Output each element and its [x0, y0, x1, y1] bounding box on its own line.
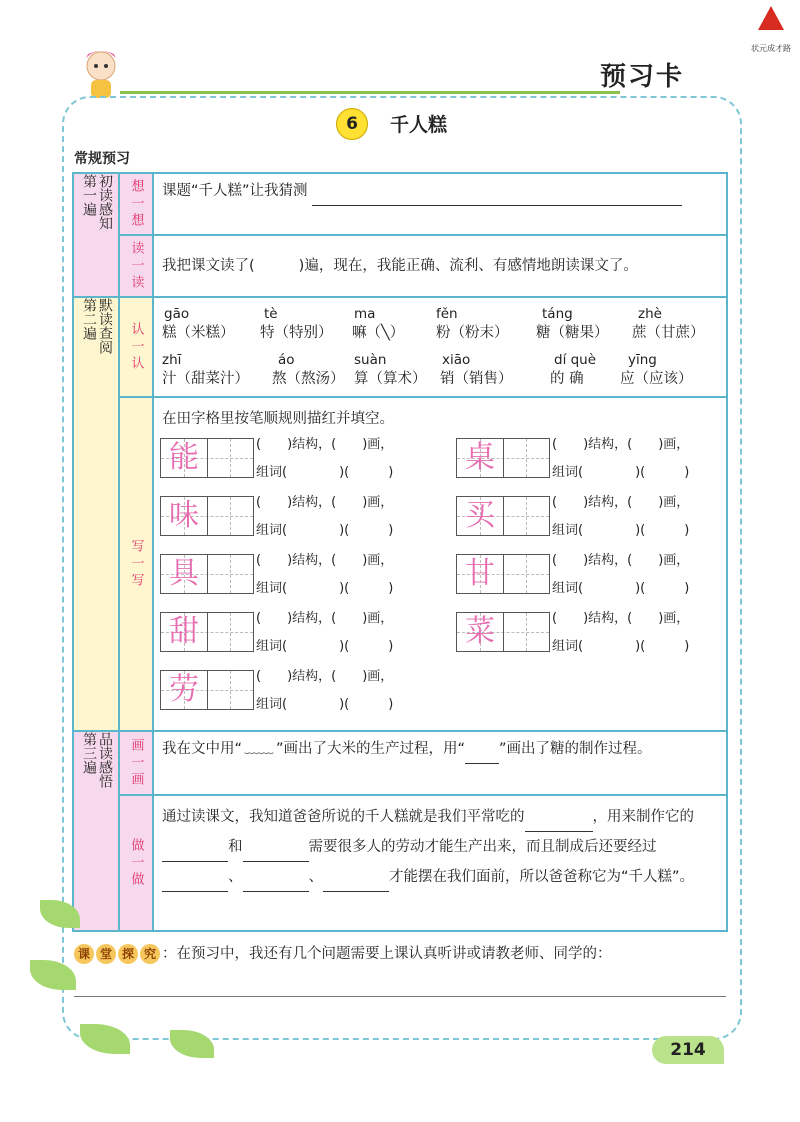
tianzige-grid[interactable]: [160, 438, 254, 478]
sep: 、: [308, 869, 323, 885]
word: 特（特别）: [260, 325, 333, 341]
straight-line-icon: [465, 745, 499, 764]
lesson-number: 6: [336, 108, 368, 140]
pinyin: yīng: [628, 352, 657, 368]
word-question[interactable]: 组词( )( ): [256, 523, 394, 538]
wavy-line-icon: ﹏﹏: [244, 741, 274, 757]
do-text-1: 通过读课文，我知道爸爸所说的千人糕就是我们平常吃的: [162, 809, 525, 825]
explore-text: 在预习中，我还有几个问题需要上课认真听讲或请教老师、同学的：: [176, 946, 612, 962]
think-action: 想一想: [119, 173, 153, 235]
draw-action: 画一画: [119, 731, 153, 795]
pinyin: gāo: [164, 306, 190, 322]
trace-char: 桌: [465, 440, 495, 475]
tianzige-grid[interactable]: [160, 612, 254, 652]
recognize-action: 认一认: [119, 297, 153, 397]
word: 蔗（甘蔗）: [632, 325, 705, 341]
class-explore: 课 堂 探 究 ：在预习中，我还有几个问题需要上课认真听讲或请教老师、同学的：: [74, 942, 612, 964]
draw-text-2: ”画出了大米的生产过程，用“: [276, 741, 466, 757]
read-before: 我把课文读了(: [162, 258, 255, 274]
explore-badge: 课: [74, 944, 94, 964]
brand-text: 状元成才路: [751, 44, 791, 53]
section-label: 常规预习: [74, 151, 130, 167]
tianzige-grid[interactable]: [456, 496, 550, 536]
struct-question[interactable]: ( )结构，( )画，: [256, 437, 394, 452]
pinyin: fěn: [436, 306, 458, 322]
read-after: )遍，现在，我能正确、流利、有感情地朗读课文了。: [298, 258, 638, 274]
pinyin: suàn: [354, 352, 387, 368]
word: 粉（粉末）: [436, 325, 509, 341]
word-question[interactable]: 组词( )( ): [552, 523, 690, 538]
pinyin: tè: [264, 306, 278, 322]
mascot-illustration: [78, 44, 124, 102]
explore-badge: 探: [118, 944, 138, 964]
word-question[interactable]: 组词( )( ): [256, 581, 394, 596]
pinyin: táng: [542, 306, 573, 322]
write-instruction: 在田字格里按笔顺规则描红并填空。: [162, 411, 394, 427]
think-answer-line[interactable]: [312, 187, 682, 206]
stage3-label: [73, 731, 119, 931]
struct-question[interactable]: ( )结构，( )画，: [256, 669, 394, 684]
pinyin: dí què: [554, 352, 597, 368]
trace-char: 味: [169, 498, 199, 533]
stage1-pass: 第一遍: [81, 174, 97, 216]
word: 应（应该）: [620, 371, 693, 387]
page-number: 214: [652, 1036, 724, 1064]
do-text-5: 才能摆在我们面前，所以爸爸称它为“千人糕”。: [389, 869, 695, 885]
struct-question[interactable]: ( )结构，( )画，: [552, 611, 690, 626]
word: 销（销售）: [440, 371, 513, 387]
struct-question[interactable]: ( )结构，( )画，: [552, 495, 690, 510]
struct-question[interactable]: ( )结构，( )画，: [256, 495, 394, 510]
word-question[interactable]: 组词( )( ): [552, 639, 690, 654]
stage1-topic: 初读感知: [97, 174, 113, 230]
tianzige-grid[interactable]: [456, 612, 550, 652]
trace-char: 具: [169, 556, 199, 591]
pinyin: áo: [278, 352, 295, 368]
blank-process-2[interactable]: [243, 873, 309, 892]
do-text-4: 需要很多人的劳动才能生产出来，而且制成后还要经过: [308, 839, 657, 855]
preview-table: [72, 172, 728, 932]
trace-char: 劳: [169, 672, 199, 707]
tianzige-grid[interactable]: [456, 438, 550, 478]
struct-question[interactable]: ( )结构，( )画，: [552, 553, 690, 568]
think-text: 课题“千人糕”让我猜测: [162, 183, 308, 199]
do-row: [153, 795, 727, 931]
stage1-label: [73, 173, 119, 297]
word-question[interactable]: 组词( )( ): [256, 697, 394, 712]
stage3-pass: 第三遍: [81, 732, 97, 774]
sep: 、: [228, 869, 243, 885]
word: 汁（甜菜汁）: [162, 371, 249, 387]
think-row: [153, 173, 727, 235]
read-action: 读一读: [119, 235, 153, 297]
draw-text-3: ”画出了糖的制作过程。: [499, 741, 652, 757]
blank-food[interactable]: [525, 813, 593, 832]
word: 糕（米糕）: [162, 325, 235, 341]
blank-material-1[interactable]: [162, 843, 228, 862]
tianzige-grid[interactable]: [160, 554, 254, 594]
word: 嘛（╲）: [352, 325, 405, 341]
word-question[interactable]: 组词( )( ): [552, 581, 690, 596]
explore-answer-line[interactable]: [74, 996, 726, 997]
read-row: [153, 235, 727, 297]
trace-char: 甘: [465, 556, 495, 591]
recognize-row: [153, 297, 727, 397]
lesson-title: 千人糕: [390, 114, 448, 136]
write-action: 写一写: [119, 397, 153, 731]
explore-badge: 究: [140, 944, 160, 964]
struct-question[interactable]: ( )结构，( )画，: [256, 553, 394, 568]
card-title: 预习卡: [600, 62, 685, 92]
tianzige-grid[interactable]: [160, 670, 254, 710]
stage2-pass: 第二遍: [81, 298, 97, 340]
draw-row: [153, 731, 727, 795]
stage3-topic: 品读感悟: [97, 732, 113, 788]
trace-char: 买: [465, 498, 495, 533]
word-question[interactable]: 组词( )( ): [256, 639, 394, 654]
struct-question[interactable]: ( )结构，( )画，: [256, 611, 394, 626]
explore-badge: 堂: [96, 944, 116, 964]
trace-char: 菜: [465, 614, 495, 649]
pinyin: zhè: [638, 306, 662, 322]
word: 算（算术）: [354, 371, 427, 387]
think-answer-line-2[interactable]: [162, 217, 718, 236]
do-text-2: ，用来制作它的: [592, 809, 694, 825]
pinyin: zhī: [162, 352, 182, 368]
blank-material-2[interactable]: [243, 843, 309, 862]
trace-char: 甜: [169, 614, 199, 649]
stage2-label: [73, 297, 119, 731]
word: 的 确: [550, 371, 584, 387]
draw-text-1: 我在文中用“: [162, 741, 243, 757]
struct-question[interactable]: ( )结构，( )画，: [552, 437, 690, 452]
trace-char: 能: [169, 440, 199, 475]
word: 熬（熬汤）: [272, 371, 345, 387]
blank-process-3[interactable]: [323, 873, 389, 892]
blank-process-1[interactable]: [162, 873, 228, 892]
tianzige-grid[interactable]: [456, 554, 550, 594]
word: 糖（糖果）: [536, 325, 609, 341]
brand-logo: [748, 6, 794, 53]
pinyin: ma: [354, 306, 376, 322]
pinyin: xiāo: [442, 352, 471, 368]
stage2-topic: 默读查阅: [97, 298, 113, 354]
do-action: 做一做: [119, 795, 153, 931]
header-rule: [120, 91, 620, 94]
word-question[interactable]: 组词( )( ): [256, 465, 394, 480]
tianzige-grid[interactable]: [160, 496, 254, 536]
do-text-3: 和: [228, 839, 243, 855]
word-question[interactable]: 组词( )( ): [552, 465, 690, 480]
write-row: [153, 397, 727, 731]
